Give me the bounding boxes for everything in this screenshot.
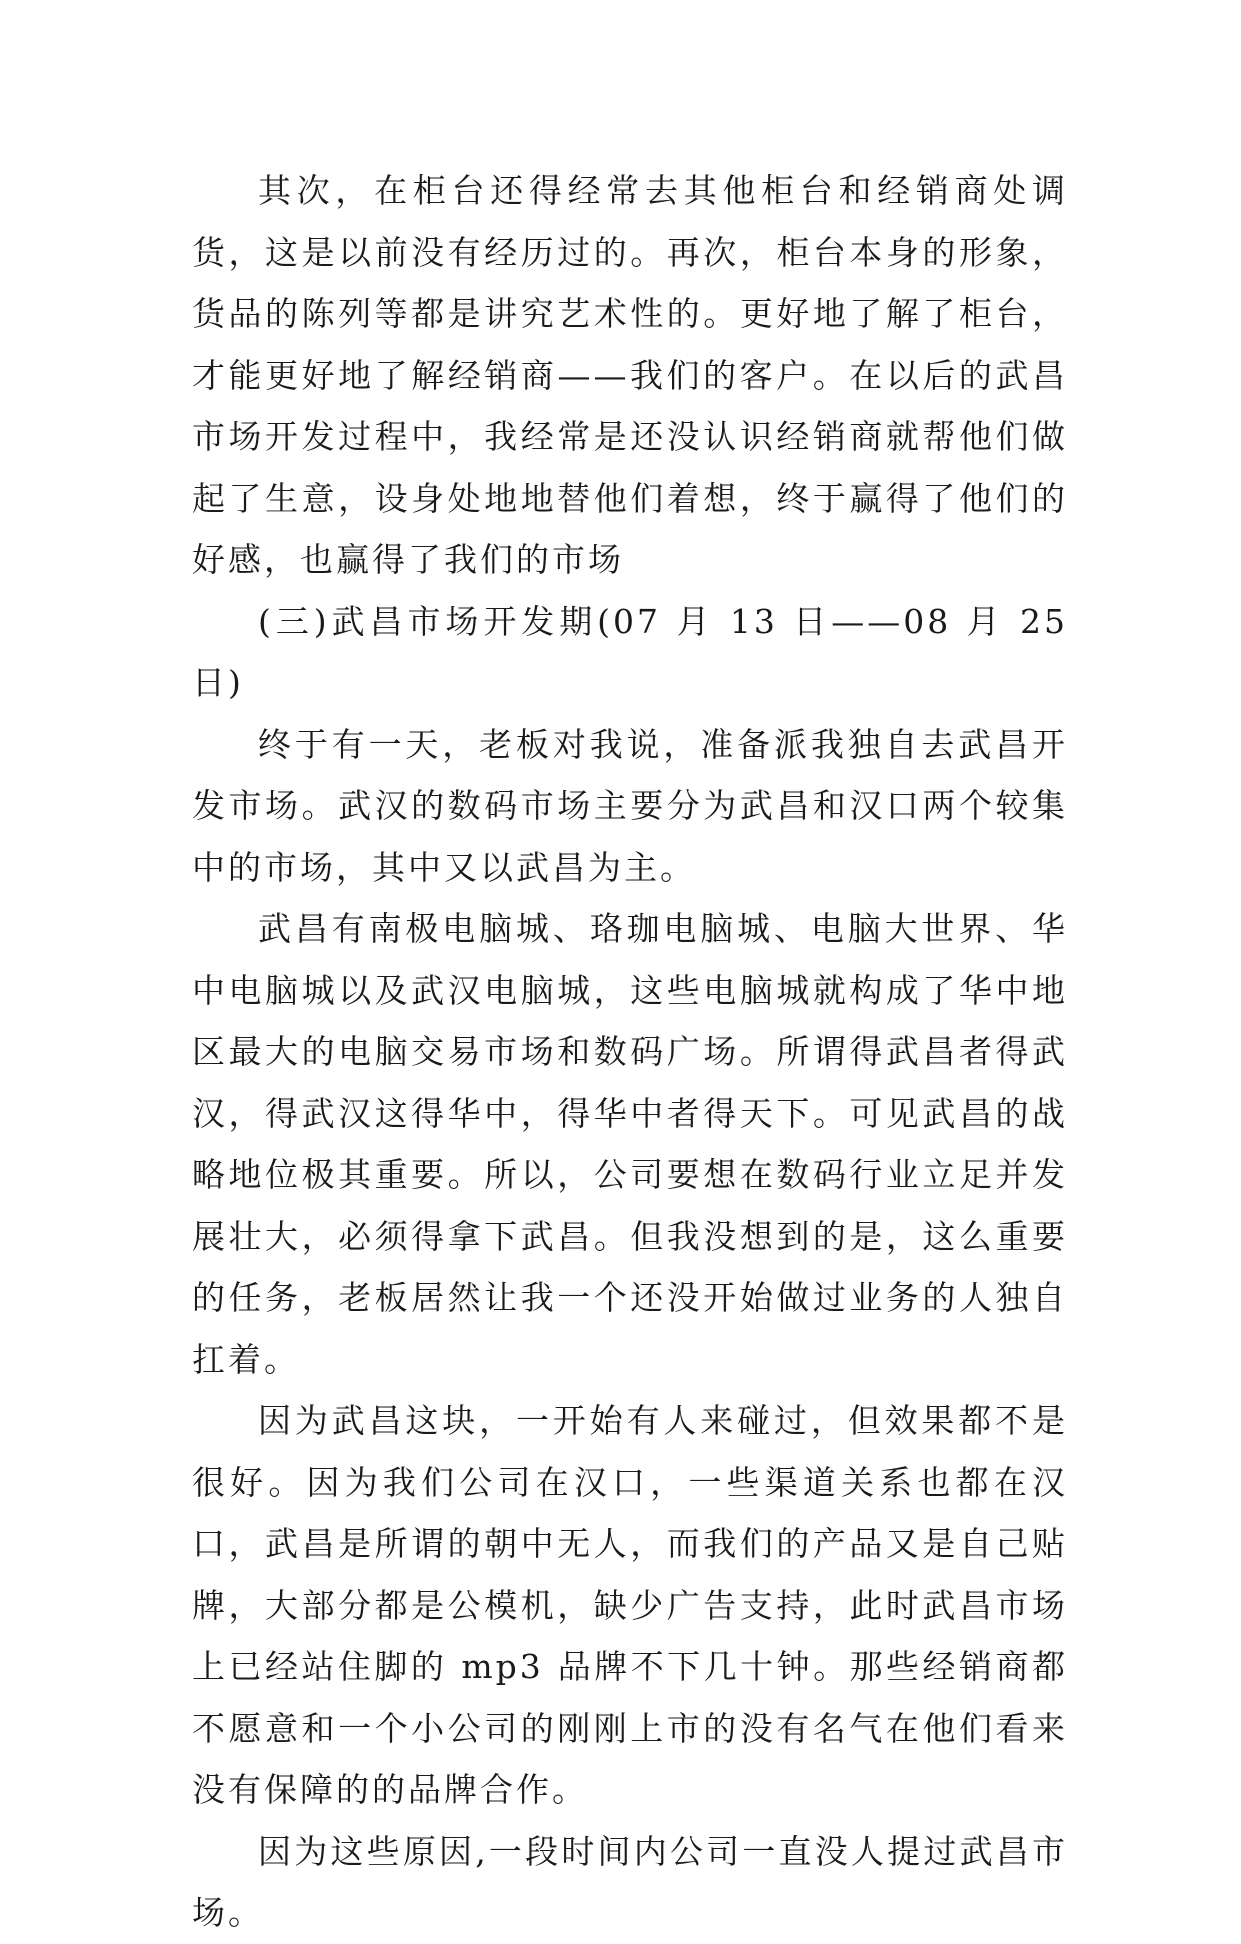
paragraph: 因为武昌这块，一开始有人来碰过，但效果都不是很好。因为我们公司在汉口，一些渠道关系也都在汉口，武昌是所谓的朝中无人，而我们的产品又是自己贴牌，大部分都是公模机，缺少广告支持，此时武昌市场上已经站住脚的 mp3 品牌不下几十钟。那些经销商都不愿意和一个小公司的刚刚上市的没有名气在他们看来没有保障的的品牌合作。	[192, 1401, 1068, 1809]
paragraph: 终于有一天，老板对我说，准备派我独自去武昌开发市场。武汉的数码市场主要分为武昌和汉口两个较集中的市场，其中又以武昌为主。	[192, 724, 1068, 887]
section-heading: (三)武昌市场开发期(07 月 13 日——08 月 25 日)	[192, 601, 1068, 702]
paragraph: 武昌有南极电脑城、珞珈电脑城、电脑大世界、华中电脑城以及武汉电脑城，这些电脑城就构成了华中地区最大的电脑交易市场和数码广场。所谓得武昌者得武汉，得武汉这得华中，得华中者得天下。可见武昌的战略地位极其重要。所以，公司要想在数码行业立足并发展壮大，必须得拿下武昌。但我没想到的是，这么重要的任务，老板居然让我一个还没开始做过业务的人独自扛着。	[192, 909, 1068, 1379]
paragraph: 因为这些原因,一段时间内公司一直没人提过武昌市场。	[192, 1831, 1068, 1932]
paragraph: 其次，在柜台还得经常去其他柜台和经销商处调货，这是以前没有经历过的。再次，柜台本身的形象，货品的陈列等都是讲究艺术性的。更好地了解了柜台，才能更好地了解经销商——我们的客户。在以后的武昌市场开发过程中，我经常是还没认识经销商就帮他们做起了生意，设身处地地替他们着想，终于赢得了他们的好感，也赢得了我们的市场	[192, 171, 1068, 579]
body-text	[192, 160, 1068, 1944]
